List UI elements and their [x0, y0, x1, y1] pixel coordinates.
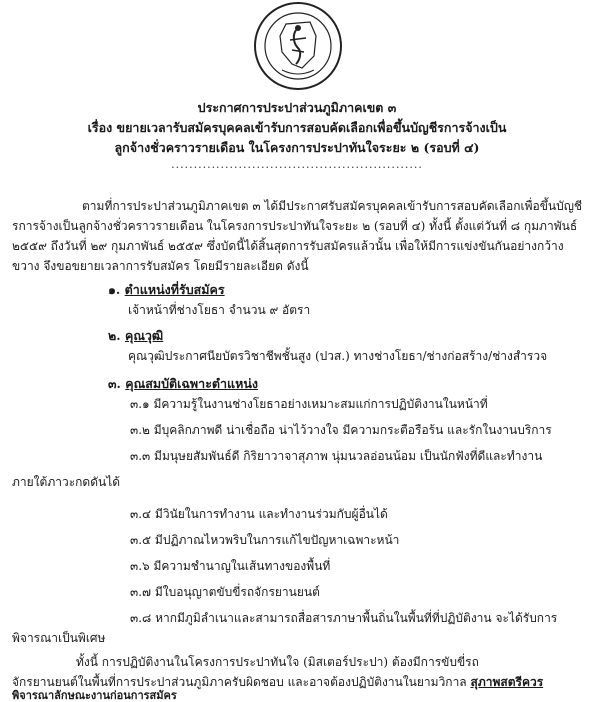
title-line-1: ประกาศการประปาส่วนภูมิภาคเขต ๓ — [197, 100, 397, 115]
section-3-heading: ๓. คุณสมบัติเฉพาะตำแหน่ง — [108, 376, 258, 391]
qualification-item: ๓.๒ มีบุคลิกภาพดี น่าเชื่อถือ น่าไว้วางใจ มีความกระตือรือร้น และรักในงานบริการ — [130, 423, 552, 437]
seal-logo — [252, 0, 344, 92]
section-1-heading: ๑. ตำแหน่งที่รับสมัคร — [108, 282, 225, 297]
intro-paragraph: ตามที่การประปาส่วนภูมิภาคเขต ๓ ได้มีประกาศรับสมัครบุคคลเข้ารับการสอบคัดเลือกเพื่อขึ้นบัญชีรการจ้างเป็นลูกจ้างชั่วคราวรายเดือน ในโครงการประปาทันใจระยะ ๒ (รอบที่ ๔) ทั้งนี้ ตั้งแต่วันที่ ๘ กุมภาพันธ์ ๒๕๕๙ ถึงวันที่ ๒๙ กุมภาพันธ์ ๒๕๕๙ ซึ่งบัดนี้ได้สิ้นสุดการรับสมัครแล้วนั้น เพื่อให้มีการแข่งขันกันอย่างกว้างขวาง จึงขอขยายเวลาการรับสมัคร โดยมีรายละเอียด ดังนี้ — [12, 199, 583, 273]
title-line-2: เรื่อง ขยายเวลารับสมัครบุคคลเข้ารับการสอบคัดเลือกเพื่อขึ้นบัญชีรการจ้างเป็น — [87, 120, 507, 135]
section-2-heading: ๒. คุณวุฒิ — [108, 328, 164, 343]
qualification-item: ๓.๑ มีความรู้ในงานช่างโยธาอย่างเหมาะสมแก่การปฏิบัติงานในหน้าที่ — [130, 397, 488, 411]
qualification-item: ๓.๘ หากมีภูมิลำเนาและสามารถสื่อสารภาษาพื้นถิ่นในพื้นที่ที่ปฏิบัติงาน จะได้รับการ — [130, 611, 558, 625]
qualification-item: ๓.๗ มีใบอนุญาตขับขี่รถจักรยานยนต์ — [130, 585, 320, 599]
closing-line-1: ทั้งนี้ การปฏิบัติงานในโครงการประปาทันใจ (มิสเตอร์ประปา) ต้องมีการขับขี่รถ — [76, 655, 479, 669]
section-1-text: เจ้าหน้าที่ช่างโยธา จำนวน ๙ อัตรา — [128, 303, 311, 317]
title-line-3: ลูกจ้างชั่วคราวรายเดือน ในโครงการประปาทันใจระยะ ๒ (รอบที่ ๔) — [114, 140, 480, 155]
qualification-item: ๓.๓ มีมนุษยสัมพันธ์ดี กิริยาวาจาสุภาพ นุ่มนวลอ่อนน้อม เป็นนักฟังที่ดีและทำงาน — [130, 449, 543, 463]
section-2-text: คุณวุฒิประกาศนียบัตรวิชาชีพชั้นสูง (ปวส.) ทางช่างโยธา/ช่างก่อสร้าง/ช่างสำรวจ — [128, 349, 548, 363]
closing-line-2: จักรยานยนต์ในพื้นที่การประปาส่วนภูมิภาครับผิดชอบ และอาจต้องปฏิบัติงานในยามวิกาล สุภาพสตรีควร — [12, 675, 544, 689]
qualification-item: ๓.๔ มีวินัยในการทำงาน และทำงานร่วมกับผู้อื่นได้ — [130, 507, 388, 521]
qualification-item: ๓.๕ มีปฏิภาณไหวพริบในการแก้ไขปัญหาเฉพาะหน้า — [130, 533, 400, 547]
qualification-item-continuation: พิจารณาเป็นพิเศษ — [12, 631, 106, 645]
announcement-title — [0, 98, 594, 158]
qualification-item-continuation: ภายใต้ภาวะกดดันได้ — [12, 475, 121, 489]
closing-line-3: พิจารณาลักษณะงานก่อนการสมัคร — [12, 689, 177, 702]
separator: ........................................................ — [171, 158, 423, 171]
qualification-item: ๓.๖ มีความชำนาญในเส้นทางของพื้นที่ — [130, 559, 331, 573]
